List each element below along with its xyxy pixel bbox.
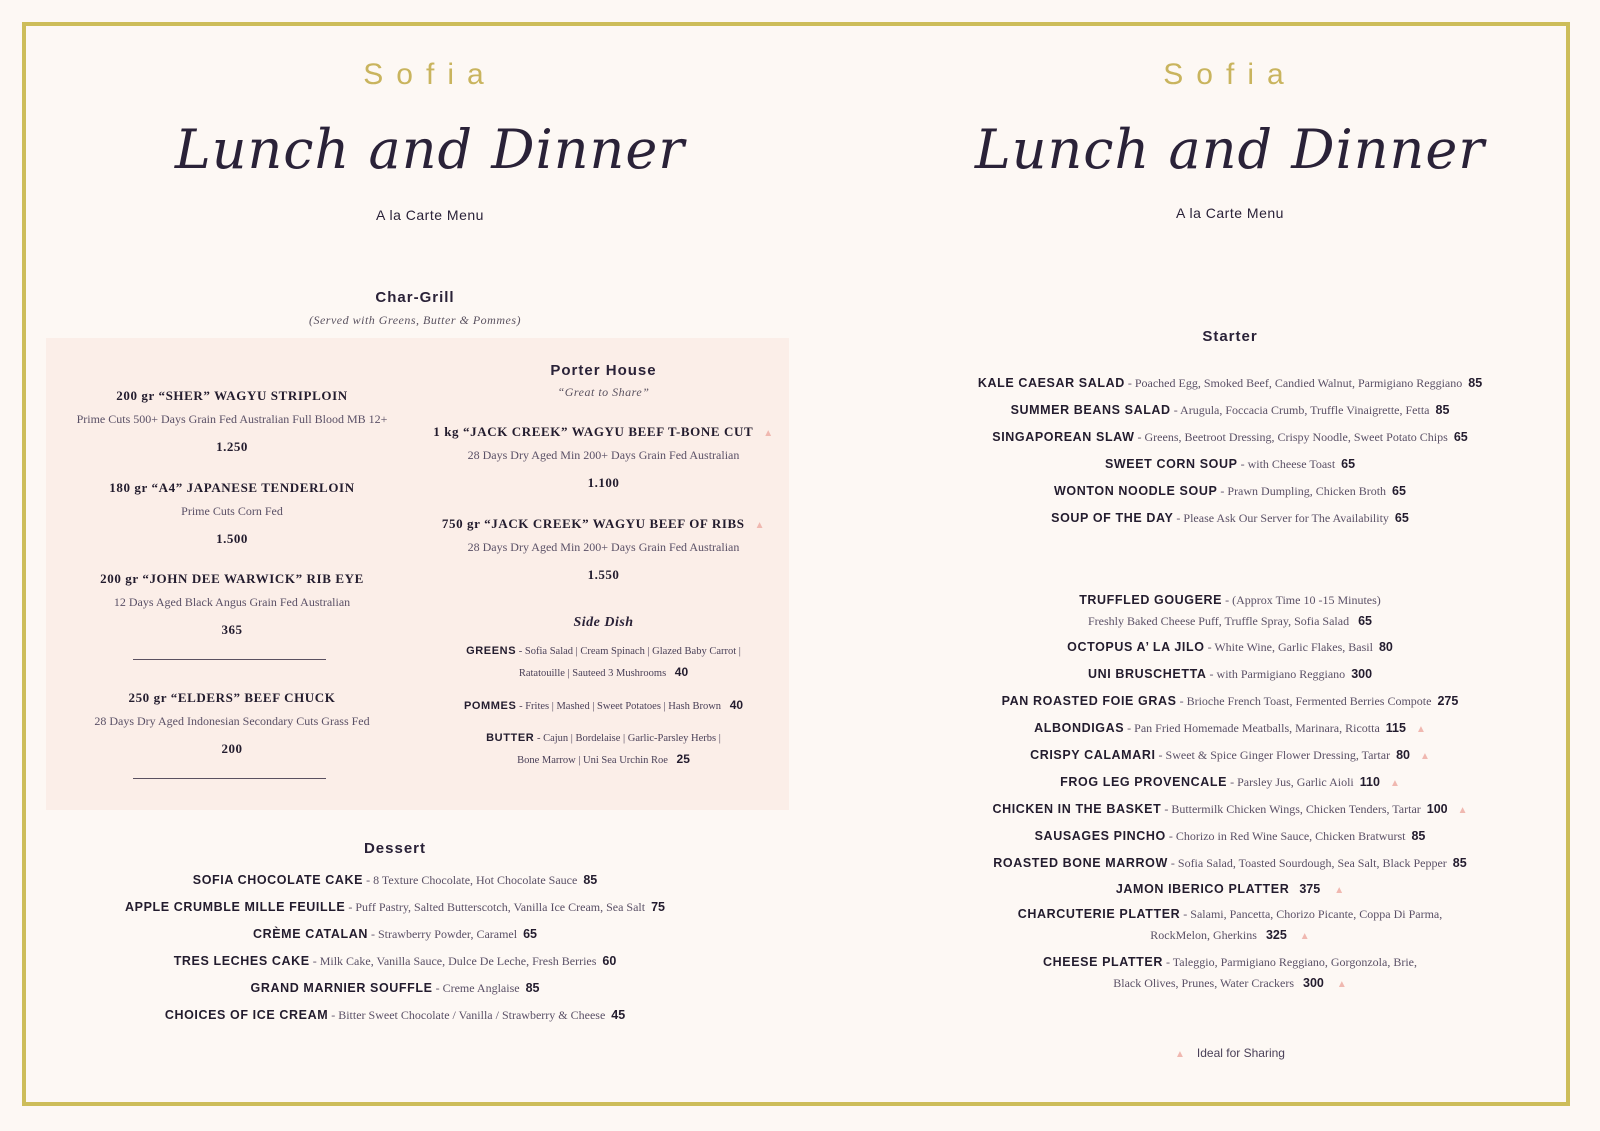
item-desc: Poached Egg, Smoked Beef, Candied Walnut, Parmigiano Reggiano	[1134, 376, 1463, 390]
charcuterie-item: CHARCUTERIE PLATTER - Salami, Pancetta, Chorizo Picante, Coppa Di Parma, RockMelon, Gherkins 325 ▲	[1017, 907, 1443, 942]
menu-item: GRAND MARNIER SOUFFLE - Creme Anglaise 85	[250, 981, 540, 995]
item-price: 115	[1385, 721, 1406, 735]
triangle-icon: ▲	[1389, 778, 1400, 789]
item-desc: with Parmigiano Reggiano	[1216, 667, 1346, 681]
item-price: 85	[1435, 403, 1450, 417]
item-desc: Ratatouille | Sauteed 3 Mushrooms	[518, 668, 667, 679]
item-desc: Taleggio, Parmigiano Reggiano, Gorgonzola, Brie,	[1172, 955, 1417, 969]
item-name: PAN ROASTED FOIE GRAS	[1001, 694, 1177, 708]
triangle-icon: ▲	[1457, 805, 1468, 816]
item-desc: Arugula, Foccacia Crumb, Truffle Vinaigrette, Fetta	[1180, 403, 1430, 417]
menu-item: SINGAPOREAN SLAW - Greens, Beetroot Dressing, Crispy Noodle, Sweet Potato Chips 65	[992, 430, 1468, 444]
menu-item: FROG LEG PROVENCALE - Parsley Jus, Garlic Aioli 110 ▲	[1060, 775, 1400, 789]
chargrill-note: (Served with Greens, Butter & Pommes)	[308, 313, 521, 327]
item-price: 300	[1303, 976, 1324, 990]
item-name: UNI BRUSCHETTA	[1087, 667, 1207, 681]
porter-house-note: “Great to Share”	[557, 385, 650, 399]
item-name: SOUP OF THE DAY	[1051, 511, 1174, 525]
item-desc: Chorizo in Red Wine Sauce, Chicken Bratwurst	[1175, 829, 1406, 843]
item-name: 250 gr “ELDERS” BEEF CHUCK	[128, 690, 336, 705]
menu-subtitle: A la Carte Menu	[376, 207, 484, 223]
item-desc: Pan Fried Homemade Meatballs, Marinara, Ricotta	[1134, 721, 1380, 735]
item-desc: Prime Cuts 500+ Days Grain Fed Australian Full Blood MB 12+	[76, 412, 388, 426]
gougere-item: TRUFFLED GOUGERE - (Approx Time 10 -15 Minutes) Freshly Baked Cheese Puff, Truffle Spray, Sofia Salad 65	[1079, 593, 1381, 628]
menu-item: CRÈME CATALAN - Strawberry Powder, Caramel 65	[252, 927, 538, 941]
item-price: 65	[1341, 457, 1356, 471]
item-desc: (Approx Time 10 -15 Minutes)	[1232, 593, 1381, 607]
item-desc: Sweet & Spice Ginger Flower Dressing, Tartar	[1165, 748, 1391, 762]
item-price: 65	[1392, 484, 1406, 498]
item-desc: Buttermilk Chicken Wings, Chicken Tenders, Tartar	[1171, 802, 1421, 816]
starter-title: Starter	[1202, 328, 1258, 345]
divider	[133, 778, 326, 779]
item-price: 40	[674, 665, 689, 679]
item-name: ALBONDIGAS	[1034, 721, 1125, 735]
item-price: 40	[729, 698, 744, 712]
item-price: 65	[1358, 614, 1372, 628]
item-price: 1.500	[216, 531, 248, 546]
item-name: BUTTER	[486, 732, 535, 744]
menu-item: CHICKEN IN THE BASKET - Buttermilk Chicken Wings, Chicken Tenders, Tartar 100 ▲	[992, 802, 1468, 816]
item-price: 1.550	[587, 567, 620, 582]
item-price: 275	[1437, 694, 1459, 708]
side-butter: BUTTER - Cajun | Bordelaise | Garlic-Parsley Herbs | Bone Marrow | Uni Sea Urchin Roe 25	[486, 732, 721, 766]
menu-item: ALBONDIGAS - Pan Fried Homemade Meatballs, Marinara, Ricotta 115 ▲	[1034, 721, 1426, 735]
item-price: 85	[1411, 829, 1426, 843]
menu-item: PAN ROASTED FOIE GRAS - Brioche French Toast, Fermented Berries Compote 275	[1001, 694, 1459, 708]
side-dish-section	[418, 615, 789, 771]
triangle-icon: ▲	[1299, 931, 1310, 942]
item-name: 180 gr “A4” JAPANESE TENDERLOIN	[109, 480, 355, 495]
item-desc: Freshly Baked Cheese Puff, Truffle Spray, Sofia Salad	[1088, 614, 1350, 628]
item-desc: Sofia Salad, Toasted Sourdough, Sea Salt, Black Pepper	[1177, 856, 1447, 870]
porter-item	[418, 424, 789, 491]
item-price: 200	[221, 741, 243, 756]
item-price: 80	[1396, 748, 1410, 762]
menu-item: KALE CAESAR SALAD - Poached Egg, Smoked Beef, Candied Walnut, Parmigiano Reggiano 85	[977, 376, 1483, 390]
menu-item: OCTOPUS A’ LA JILO - White Wine, Garlic Flakes, Basil 80	[1067, 640, 1393, 654]
menu-title: Lunch and Dinner	[174, 118, 686, 181]
item-name: 1 kg “JACK CREEK” WAGYU BEEF T-BONE CUT	[433, 424, 754, 439]
sharing-legend	[860, 1046, 1600, 1060]
item-price: 1.100	[587, 475, 620, 490]
legend-label: Ideal for Sharing	[1196, 1046, 1285, 1060]
item-name: SUMMER BEANS SALAD	[1010, 403, 1171, 417]
item-desc: with Cheese Toast	[1247, 457, 1336, 471]
menu-item: WONTON NOODLE SOUP - Prawn Dumpling, Chicken Broth 65	[1054, 484, 1406, 498]
item-name: GREENS	[466, 645, 517, 657]
item-name: FROG LEG PROVENCALE	[1060, 775, 1228, 789]
porter-house-header	[418, 362, 789, 400]
item-price: 85	[1452, 856, 1467, 870]
item-desc: 28 Days Dry Aged Min 200+ Days Grain Fed Australian	[467, 448, 740, 462]
brand-name: Sofia	[1163, 58, 1297, 91]
chargrill-item	[46, 388, 418, 455]
chargrill-item	[46, 690, 418, 757]
item-price: 65	[1453, 430, 1468, 444]
menu-item: CHOICES OF ICE CREAM - Bitter Sweet Chocolate / Vanilla / Strawberry & Cheese 45	[164, 1008, 626, 1022]
item-price: 110	[1359, 775, 1380, 789]
item-name: CHOICES OF ICE CREAM	[164, 1008, 329, 1022]
item-desc: Strawberry Powder, Caramel	[377, 927, 518, 941]
menu-item: TRES LECHES CAKE - Milk Cake, Vanilla Sauce, Dulce De Leche, Fresh Berries 60	[173, 954, 617, 968]
menu-title: Lunch and Dinner	[974, 118, 1486, 181]
item-name: SAUSAGES PINCHO	[1034, 829, 1166, 843]
item-desc: Prime Cuts Corn Fed	[181, 504, 283, 518]
item-price: 60	[602, 954, 617, 968]
item-name: CRISPY CALAMARI	[1030, 748, 1156, 762]
item-price: 365	[221, 622, 243, 637]
item-price: 100	[1426, 802, 1448, 816]
item-price: 65	[523, 927, 538, 941]
menu-item: ROASTED BONE MARROW - Sofia Salad, Toasted Sourdough, Sea Salt, Black Pepper 85	[993, 856, 1467, 870]
side-greens: GREENS - Sofia Salad | Cream Spinach | Glazed Baby Carrot | Ratatouille | Sauteed 3 Mushrooms 40	[466, 645, 741, 679]
item-price: 65	[1394, 511, 1409, 525]
item-name: GRAND MARNIER SOUFFLE	[250, 981, 433, 995]
menu-item: SAUSAGES PINCHO - Chorizo in Red Wine Sauce, Chicken Bratwurst 85	[1034, 829, 1426, 843]
side-pommes: POMMES - Frites | Mashed | Sweet Potatoes | Hash Brown 40	[463, 698, 744, 712]
item-price: 375	[1299, 882, 1321, 896]
item-price: 75	[651, 900, 665, 914]
item-desc: Prawn Dumpling, Chicken Broth	[1227, 484, 1387, 498]
item-name: WONTON NOODLE SOUP	[1054, 484, 1218, 498]
jamon-item	[860, 880, 1600, 898]
triangle-icon: ▲	[754, 520, 766, 531]
menu-subtitle: A la Carte Menu	[1176, 205, 1284, 221]
item-price: 300	[1351, 667, 1373, 681]
menu-item: UNI BRUSCHETTA - with Parmigiano Reggiano 300	[1087, 667, 1373, 681]
menu-item: SUMMER BEANS SALAD - Arugula, Foccacia Crumb, Truffle Vinaigrette, Fetta 85	[1010, 403, 1450, 417]
item-desc: Please Ask Our Server for The Availability	[1183, 511, 1389, 525]
menu-item: SOUP OF THE DAY - Please Ask Our Server for The Availability 65	[1051, 511, 1409, 525]
triangle-icon: ▲	[1175, 1049, 1185, 1060]
item-name: ROASTED BONE MARROW	[993, 856, 1168, 870]
dessert-title: Dessert	[363, 840, 427, 857]
item-name: TRUFFLED GOUGERE	[1079, 593, 1223, 607]
item-price: 85	[1468, 376, 1483, 390]
item-price: 1.250	[216, 439, 248, 454]
chargrill-panel	[46, 338, 789, 810]
menu-item: APPLE CRUMBLE MILLE FEUILLE - Puff Pastry, Salted Butterscotch, Vanilla Ice Cream, Sea Salt 75	[125, 900, 665, 914]
item-price: 45	[611, 1008, 626, 1022]
item-desc: Brioche French Toast, Fermented Berries Compote	[1186, 694, 1432, 708]
side-dish-title: Side Dish	[573, 615, 634, 630]
item-name: SOFIA CHOCOLATE CAKE	[192, 873, 364, 887]
right-page	[860, 0, 1600, 1131]
item-name: TRES LECHES CAKE	[173, 954, 310, 968]
menu-item: SOFIA CHOCOLATE CAKE - 8 Texture Chocolate, Hot Chocolate Sauce 85	[192, 873, 598, 887]
item-price: 85	[525, 981, 540, 995]
triangle-icon: ▲	[1420, 751, 1430, 762]
divider	[133, 659, 326, 660]
item-desc: Parsley Jus, Garlic Aioli	[1237, 775, 1354, 789]
item-desc: 12 Days Aged Black Angus Grain Fed Australian	[113, 595, 351, 609]
triangle-icon: ▲	[1336, 979, 1347, 990]
item-desc: 8 Texture Chocolate, Hot Chocolate Sauce	[373, 873, 578, 887]
item-desc: RockMelon, Gherkins	[1150, 928, 1257, 942]
chargrill-item	[46, 571, 418, 638]
item-name: CRÈME CATALAN	[252, 927, 368, 941]
item-name: 750 gr “JACK CREEK” WAGYU BEEF OF RIBS	[441, 516, 745, 531]
cheese-item: CHEESE PLATTER - Taleggio, Parmigiano Reggiano, Gorgonzola, Brie, Black Olives, Prunes, Water Crackers 300 ▲	[1043, 955, 1417, 990]
item-name: OCTOPUS A’ LA JILO	[1067, 640, 1205, 654]
menu-item: SWEET CORN SOUP - with Cheese Toast 65	[1104, 457, 1356, 471]
item-desc: 28 Days Dry Aged Indonesian Secondary Cuts Grass Fed	[94, 714, 370, 728]
porter-item	[418, 516, 789, 583]
item-name: POMMES	[463, 700, 517, 712]
item-name: CHARCUTERIE PLATTER	[1017, 907, 1181, 921]
item-price: 85	[583, 873, 598, 887]
item-name: KALE CAESAR SALAD	[977, 376, 1125, 390]
triangle-icon: ▲	[1415, 724, 1426, 735]
item-price: 325	[1265, 928, 1287, 942]
menu-item: CRISPY CALAMARI - Sweet & Spice Ginger Flower Dressing, Tartar 80 ▲	[1030, 748, 1430, 762]
item-desc: Greens, Beetroot Dressing, Crispy Noodle, Sweet Potato Chips	[1144, 430, 1448, 444]
item-desc: Salami, Pancetta, Chorizo Picante, Coppa Di Parma,	[1190, 907, 1443, 921]
item-desc: 28 Days Dry Aged Min 200+ Days Grain Fed Australian	[467, 540, 740, 554]
porter-house-title: Porter House	[550, 362, 657, 379]
brand-name: Sofia	[363, 58, 497, 91]
item-desc: Puff Pastry, Salted Butterscotch, Vanilla Ice Cream, Sea Salt	[355, 900, 646, 914]
triangle-icon: ▲	[763, 428, 774, 439]
item-desc: Milk Cake, Vanilla Sauce, Dulce De Leche, Fresh Berries	[319, 954, 597, 968]
item-name: APPLE CRUMBLE MILLE FEUILLE	[125, 900, 346, 914]
chargrill-item	[46, 480, 418, 547]
item-name: 200 gr “SHER” WAGYU STRIPLOIN	[116, 388, 348, 403]
dessert-section	[0, 840, 790, 1022]
triangle-icon: ▲	[1334, 885, 1345, 896]
item-name: JAMON IBERICO PLATTER	[1115, 882, 1290, 896]
item-desc: White Wine, Garlic Flakes, Basil	[1214, 640, 1373, 654]
item-name: SWEET CORN SOUP	[1104, 457, 1238, 471]
item-name: SINGAPOREAN SLAW	[992, 430, 1135, 444]
item-desc: Sofia Salad | Cream Spinach | Glazed Baby Carrot |	[524, 646, 741, 657]
item-price: 80	[1378, 640, 1393, 654]
item-desc: Creme Anglaise	[442, 981, 520, 995]
item-desc: Bone Marrow | Uni Sea Urchin Roe	[517, 755, 668, 766]
item-name: 200 gr “JOHN DEE WARWICK” RIB EYE	[100, 571, 364, 586]
item-name: CHEESE PLATTER	[1043, 955, 1163, 969]
item-desc: Frites | Mashed | Sweet Potatoes | Hash Brown	[525, 701, 722, 712]
item-name: CHICKEN IN THE BASKET	[992, 802, 1162, 816]
item-desc: Black Olives, Prunes, Water Crackers	[1113, 976, 1294, 990]
item-desc: Bitter Sweet Chocolate / Vanilla / Strawberry & Cheese	[338, 1008, 606, 1022]
chargrill-title: Char-Grill	[375, 289, 455, 306]
item-desc: Cajun | Bordelaise | Garlic-Parsley Herbs |	[543, 733, 721, 744]
item-price: 25	[676, 752, 690, 766]
